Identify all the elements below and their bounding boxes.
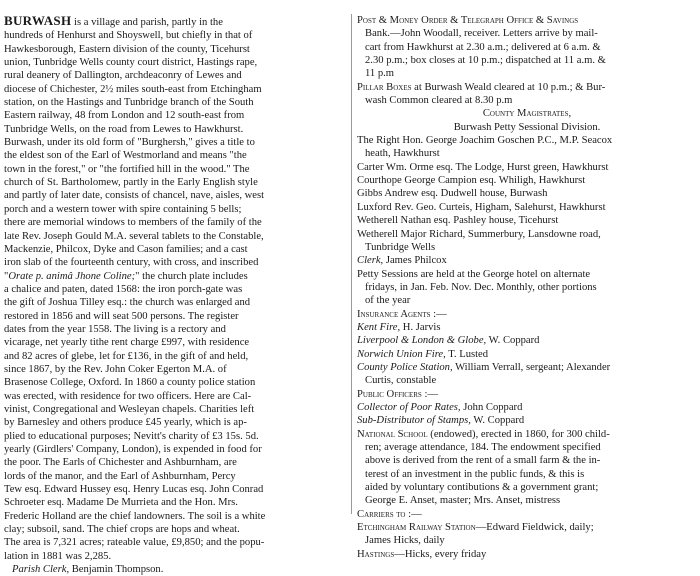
right-line (357, 81, 697, 94)
left-line: the eldest son of the Earl of Westmorland and means "the (4, 150, 247, 162)
right-line: Gibbs Andrew esq. Dudwell house, Burwash (357, 188, 548, 200)
left-line: union, Tunbridge Wells county court district, Hastings rape, (4, 57, 258, 69)
right-line (357, 27, 697, 40)
left-line: Tew esq. Edward Hussey esq. Henry Lucas esq. John Conrad (4, 484, 264, 496)
line-text: terest of an investment in the public funds, & this is (365, 468, 585, 480)
left-line: hundreds of Henhurst and Shoyswell, but chiefly in that of (4, 30, 253, 42)
right-line (357, 294, 697, 307)
right-line (357, 441, 697, 454)
right-line: Petty Sessions are held at the George hotel on alternate (357, 268, 591, 280)
right-line (357, 401, 697, 414)
line-text: 2.30 p.m.; box closes at 10 p.m.; dispatched at 11 a.m. & (365, 55, 606, 67)
section-heading: Insurance Agents (357, 308, 431, 320)
right-line: Luxford Rev. Geo. Curteis, Higham, Salehurst, Hawkhurst (357, 201, 606, 213)
line-text: aided by voluntary contibutions & a government grant; (365, 482, 599, 494)
left-line: the gift of Joshua Tilley esq.: the church was enlarged and (4, 297, 251, 309)
line-text: Curtis, constable (365, 375, 437, 387)
section-heading: Post & Money Order & Telegraph Office & Savings (357, 15, 579, 26)
left-line: restored in 1856 and will seat 500 persons. The register (4, 310, 239, 322)
left-line (4, 563, 349, 576)
right-line (357, 121, 697, 134)
line-text: :— (430, 308, 447, 320)
line-text: T. Lusted (445, 348, 489, 360)
right-line (357, 494, 697, 507)
right-line: Wetherell Nathan esq. Pashley house, Ticehurst (357, 215, 559, 227)
italic-label: Collector of Poor Rates, (357, 401, 461, 413)
line-text: " the church plate includes (135, 270, 248, 282)
left-line: vicarage, net yearly tithe rent charge £997, with residence (4, 337, 250, 349)
right-line (357, 361, 697, 374)
line-text: Benjamin Thompson. (69, 564, 164, 576)
left-line: Tunbridge Wells, on the road from Lewes to Hawkhurst. (4, 123, 244, 135)
left-line: Burwash, under its old form of "Burghersh," gives a title to (4, 137, 255, 149)
left-line: a chalice and paten, dated 1568: the iron porch-gate was (4, 283, 243, 295)
left-line: Eastern railway, 48 from London and 12 south-east from (4, 110, 245, 122)
left-line: Schroeter esq. Madame De Murrieta and the Hon. Mrs. (4, 497, 238, 509)
line-text: ren; average attendance, 184. The endowment specified (365, 442, 601, 453)
line-text: —Hicks, every friday (394, 548, 487, 560)
line-text: :— (421, 388, 439, 400)
left-line: was erected, with residence for two officers. Here are Cal- (4, 390, 252, 402)
line-text: William Verrall, sergeant; Alexander (452, 361, 611, 373)
line-text: 11 p.m (365, 68, 395, 80)
right-line (357, 388, 697, 401)
line-text: W. Coppard (470, 415, 525, 427)
entry-heading: BURWASH (4, 14, 72, 28)
left-line: rural deanery of Dallington, archdeaconry of Lewes and (4, 70, 242, 82)
section-heading: Public Officers (357, 388, 422, 400)
left-line: church of St. Bartholomew, partly in the Early English style (4, 177, 258, 189)
line-text: Bank.—John Woodall, receiver. Letters arrive by mail- (365, 28, 598, 40)
line-text: heath, Hawkhurst (365, 148, 440, 160)
left-line (4, 270, 349, 283)
line-text: at Burwash Weald cleared at 10 p.m.; & Bur- (411, 81, 606, 93)
left-line: and 82 acres of glebe, let for £136, in the gift of and held, (4, 350, 249, 362)
right-line (357, 321, 697, 334)
right-line (357, 41, 697, 54)
left-line: clay; subsoil, sand. The chief crops are hops and wheat. (4, 524, 240, 536)
right-line (357, 454, 697, 467)
left-line: The area is 7,321 acres; rateable value, £9,850; and the popu- (4, 537, 265, 549)
right-line: Wetherell Major Richard, Summerbury, Lansdowne road, (357, 228, 601, 240)
italic-label: Orate p. animâ Jhone Coline; (8, 270, 136, 282)
section-heading: Etchingham Railway Station (357, 522, 476, 534)
right-line (357, 548, 697, 561)
left-line: lation in 1881 was 2,285. (4, 550, 112, 562)
left-line: the poor. The Earls of Chichester and Ashburnham, are (4, 457, 237, 469)
right-line (357, 521, 697, 534)
left-line: late Rev. Joseph Gould M.A. several tablets to the Constable, (4, 230, 264, 242)
italic-label: Norwich Union Fire, (357, 348, 446, 360)
italic-label: Sub-Distributor of Stamps, (357, 415, 471, 427)
line-text: above is derived from the rent of a small farm & the in- (365, 455, 601, 467)
right-line (357, 67, 697, 80)
left-line: lords of the manor, and the Earl of Ashburnham, Percy (4, 470, 236, 482)
left-line: by Barnesley and others produce £45 yearly, which is ap- (4, 417, 247, 429)
right-line (357, 481, 697, 494)
left-column (4, 14, 349, 576)
section-heading: Carriers to (357, 508, 406, 520)
section-heading: National School (357, 428, 428, 440)
line-text: of the year (365, 295, 411, 307)
right-line (357, 414, 697, 427)
right-line (357, 54, 697, 67)
right-line (357, 254, 697, 267)
line-text: H. Jarvis (400, 321, 441, 333)
line-text: Burwash Petty Sessional Division. (453, 121, 601, 133)
left-line: town in the forest," or "the fortified hill in the wood." The (4, 163, 250, 175)
right-line (357, 534, 697, 547)
right-line (357, 348, 697, 361)
left-line: since 1867, by the Rev. John Coker Egerton M.A. of (4, 363, 227, 375)
line-text: :— (405, 508, 422, 520)
right-line (357, 374, 697, 387)
section-heading: Pillar Boxes (357, 81, 412, 93)
line-text: W. Coppard (486, 335, 540, 347)
line-text: Tunbridge Wells (365, 241, 436, 253)
left-line: and partly of later date, consists of chancel, nave, aisles, west (4, 190, 265, 202)
section-heading: County Magistrates, (482, 108, 572, 120)
left-line: station, on the Hastings and Tunbridge branch of the South (4, 97, 254, 109)
right-line (357, 14, 697, 27)
italic-label: County Police Station, (357, 361, 453, 373)
left-line: there are memorial windows to members of the family of the (4, 217, 262, 229)
column-divider (351, 14, 352, 514)
left-line: diocese of Chichester, 2½ miles south-east from Etchingham (4, 83, 262, 95)
italic-label: Kent Fire, (357, 321, 401, 333)
left-line: Frederic Holland are the chief landowners. The soil is a white (4, 510, 266, 522)
right-line (357, 241, 697, 254)
line-text: James Hicks, daily (365, 535, 445, 547)
line-text: John Coppard (460, 401, 523, 413)
right-line (357, 468, 697, 481)
section-heading: Hastings (357, 548, 395, 560)
left-line: Mackenzie, Philcox, Dyke and Cason families; and a cast (4, 243, 248, 255)
right-line (357, 94, 697, 107)
line-text: (endowed), erected in 1860, for 300 child- (427, 428, 610, 440)
italic-label: Clerk, (357, 255, 384, 267)
right-line (357, 334, 697, 347)
left-line: yearly (Girdlers' Company, London), is expended in food for (4, 444, 262, 455)
right-line: Carter Wm. Orme esq. The Lodge, Hurst green, Hawkhurst (357, 161, 609, 173)
right-line (357, 147, 697, 160)
left-line: plied to educational purposes; Nevitt's charity of £3 15s. 5d. (4, 430, 259, 442)
line-text: fridays, in Jan. Feb. Nov. Dec. Monthly, other portions (365, 281, 597, 293)
italic-label: Liverpool & London & Globe, (357, 335, 487, 347)
line-text: cart from Hawkhurst at 2.30 a.m.; delivered at 6 a.m. & (365, 41, 601, 53)
line-text: wash Common cleared at 8.30 p.m (365, 95, 513, 107)
left-line: vinist, Congregational and Wesleyan chapels. Charities left (4, 403, 255, 415)
right-line (357, 428, 697, 441)
left-line: iron slab of the fourteenth century, with cross, and inscribed (4, 257, 259, 269)
left-line: Hawkesborough, Eastern division of the county, Ticehurst (4, 43, 250, 55)
line-text: is a village and parish, partly in the (71, 17, 223, 28)
right-line (357, 107, 697, 120)
right-line (357, 308, 697, 321)
right-line: The Right Hon. George Joachim Goschen P.C., M.P. Seacox (357, 135, 613, 147)
line-text: " (4, 270, 9, 282)
right-line (357, 508, 697, 521)
line-text: —Edward Fieldwick, daily; (475, 522, 594, 534)
italic-label: Parish Clerk, (12, 564, 70, 576)
left-line: Brasenose College, Oxford. In 1860 a county police station (4, 377, 256, 389)
right-column (357, 14, 697, 561)
left-line: dates from the year 1558. The living is a rectory and (4, 323, 226, 335)
left-line: porch and a western tower with spire containing 5 bells; (4, 203, 242, 215)
right-line: Courthope George Campion esq. Whiligh, Hawkhurst (357, 175, 586, 187)
right-line (357, 281, 697, 294)
line-text: James Philcox (383, 255, 447, 267)
line-text: George E. Anset, master; Mrs. Anset, mistress (365, 495, 561, 507)
left-line (4, 14, 349, 29)
